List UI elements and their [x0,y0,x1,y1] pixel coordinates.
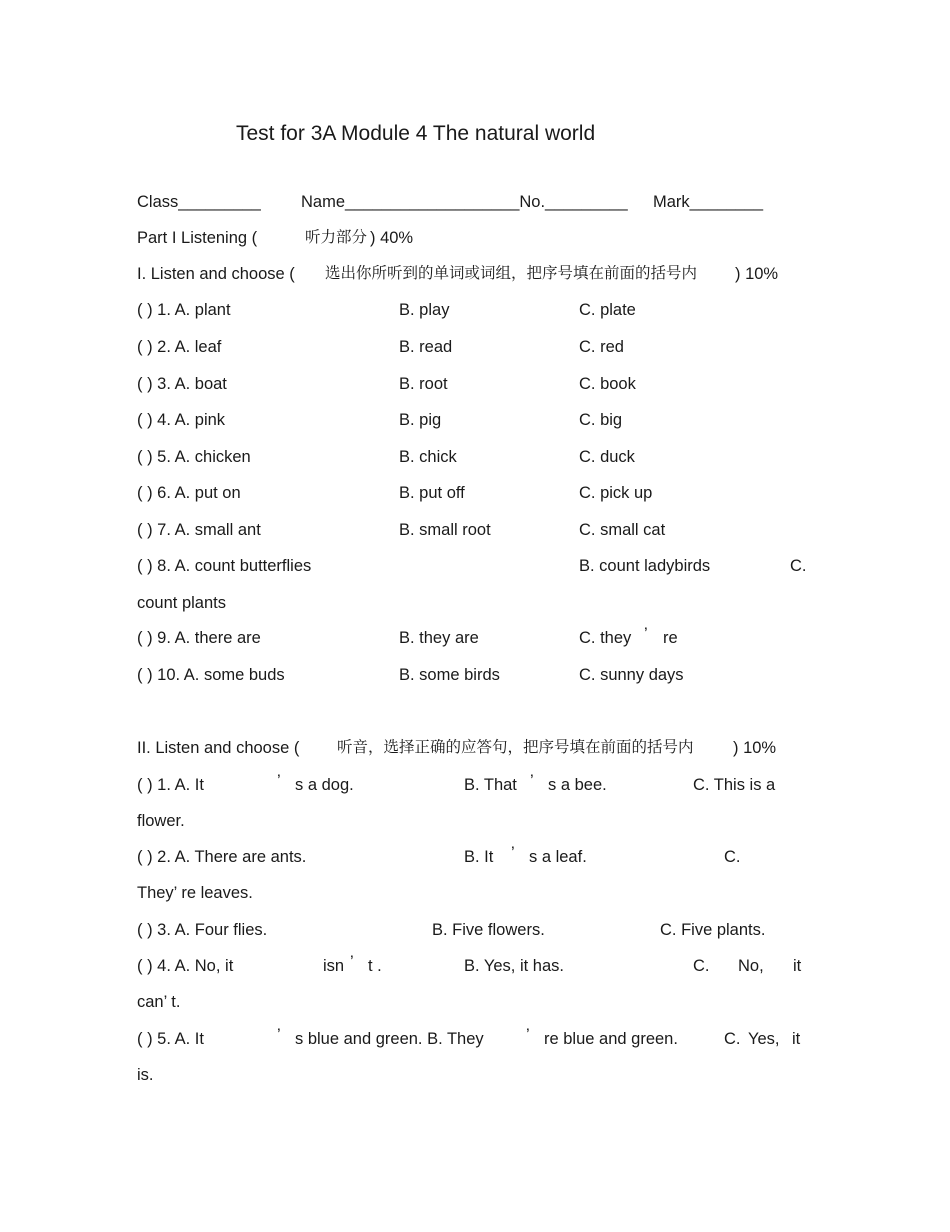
s1-q8-option-c: C. [790,557,807,575]
section2-heading-cn: 听音，选择正确的应答句，把序号填在前面的括号内 [337,738,694,756]
name-number-field-label: Name___________________No._________ [301,193,628,211]
s1-q3-option-c: C. book [579,375,636,393]
s1-q9-option-b: B. they are [399,629,479,647]
s1-q3-option-a: ( ) 3. A. boat [137,375,227,393]
s2-q4-option-c-wrap: can’ t. [137,993,181,1011]
s1-q2-option-c: C. red [579,338,624,356]
s2-q5-option-c-word1: Yes, [748,1030,780,1048]
s2-q1-option-b: B. That [464,776,517,794]
s2-q4-option-a-end: t . [368,957,382,975]
s2-q1-option-a-end: s a dog. [295,776,354,794]
s2-q1-option-c: C. This is a [693,776,776,794]
s1-q9-option-c: C. they [579,629,632,647]
section1-heading-pct: ) 10% [735,265,779,283]
section2-heading-pct: ) 10% [733,739,777,757]
s1-q2-option-a: ( ) 2. A. leaf [137,338,222,356]
class-field-label: Class_________ [137,193,261,211]
s1-q8-option-a: ( ) 8. A. count butterflies [137,557,312,575]
s1-q9-option-a: ( ) 9. A. there are [137,629,261,647]
section1-heading-cn: 选出你所听到的单词或词组，把序号填在前面的括号内 [325,264,698,282]
s2-q1-option-c-wrap: flower. [137,812,185,830]
s1-q3-option-b: B. root [399,375,448,393]
s2-q4-option-b: B. Yes, it has. [464,957,564,975]
s1-q6-option-c: C. pick up [579,484,653,502]
s2-q5-option-a: ( ) 5. A. It [137,1030,204,1048]
s2-q5-option-c: C. [724,1030,741,1048]
s1-q8-option-c-wrap: count plants [137,594,226,612]
s1-q6-option-a: ( ) 6. A. put on [137,484,241,502]
s2-q4-a-apostrophe: ’ [350,953,354,971]
s2-q2-option-b-end: s a leaf. [529,848,587,866]
s2-q3-option-c: C. Five plants. [660,921,766,939]
s2-q2-option-b: B. It [464,848,494,866]
s2-q4-option-a-mid: isn [323,957,345,975]
s2-q1-b-apostrophe: ’ [530,772,534,790]
s2-q1-option-a: ( ) 1. A. It [137,776,204,794]
section1-heading-en: I. Listen and choose ( [137,265,295,283]
s1-q10-option-a: ( ) 10. A. some buds [137,666,285,684]
s1-q5-option-a: ( ) 5. A. chicken [137,448,251,466]
s1-q1-option-b: B. play [399,301,450,319]
part1-heading-en: Part I Listening ( [137,229,258,247]
s2-q1-option-b-end: s a bee. [548,776,607,794]
s1-q7-option-b: B. small root [399,521,491,539]
s1-q4-option-a: ( ) 4. A. pink [137,411,226,429]
s2-q4-option-a: ( ) 4. A. No, it [137,957,234,975]
mark-field-label: Mark________ [653,193,764,211]
s2-q5-option-a-end: s blue and green. B. They [295,1030,484,1048]
s2-q4-option-c-word1: No, [738,957,764,975]
s1-q4-option-b: B. pig [399,411,442,429]
s1-q1-option-a: ( ) 1. A. plant [137,301,231,319]
s2-q5-option-c-word2: it [792,1030,801,1048]
s2-q5-b-apostrophe: ’ [526,1026,530,1044]
s1-q10-option-c: C. sunny days [579,666,684,684]
s1-q8-option-b: B. count ladybirds [579,557,711,575]
s1-q10-option-b: B. some birds [399,666,500,684]
s2-q3-option-a: ( ) 3. A. Four flies. [137,921,268,939]
s2-q5-option-c-wrap: is. [137,1066,154,1084]
s2-q2-option-c-wrap: They’ re leaves. [137,884,253,902]
s2-q4-option-c: C. [693,957,710,975]
s1-q2-option-b: B. read [399,338,453,356]
section2-heading-en: II. Listen and choose ( [137,739,300,757]
s1-q5-option-c: C. duck [579,448,635,466]
part1-heading-pct: ) 40% [370,229,414,247]
s2-q2-option-a: ( ) 2. A. There are ants. [137,848,307,866]
s1-q9-option-c-end: re [663,629,678,647]
s2-q2-b-apostrophe: ’ [511,844,515,862]
s1-q7-option-a: ( ) 7. A. small ant [137,521,261,539]
s2-q5-option-b-end: re blue and green. [544,1030,678,1048]
s1-q6-option-b: B. put off [399,484,465,502]
s1-q9-apostrophe: ’ [644,625,648,643]
s2-q4-option-c-word2: it [793,957,802,975]
page-title: Test for 3A Module 4 The natural world [236,122,596,145]
s1-q4-option-c: C. big [579,411,623,429]
s1-q5-option-b: B. chick [399,448,457,466]
s1-q1-option-c: C. plate [579,301,636,319]
s2-q1-a-apostrophe: ’ [277,772,281,790]
s2-q3-option-b: B. Five flowers. [432,921,545,939]
s2-q2-option-c: C. [724,848,741,866]
s1-q7-option-c: C. small cat [579,521,666,539]
part1-heading-cn: 听力部分 [305,228,368,246]
s2-q5-a-apostrophe: ’ [277,1026,281,1044]
